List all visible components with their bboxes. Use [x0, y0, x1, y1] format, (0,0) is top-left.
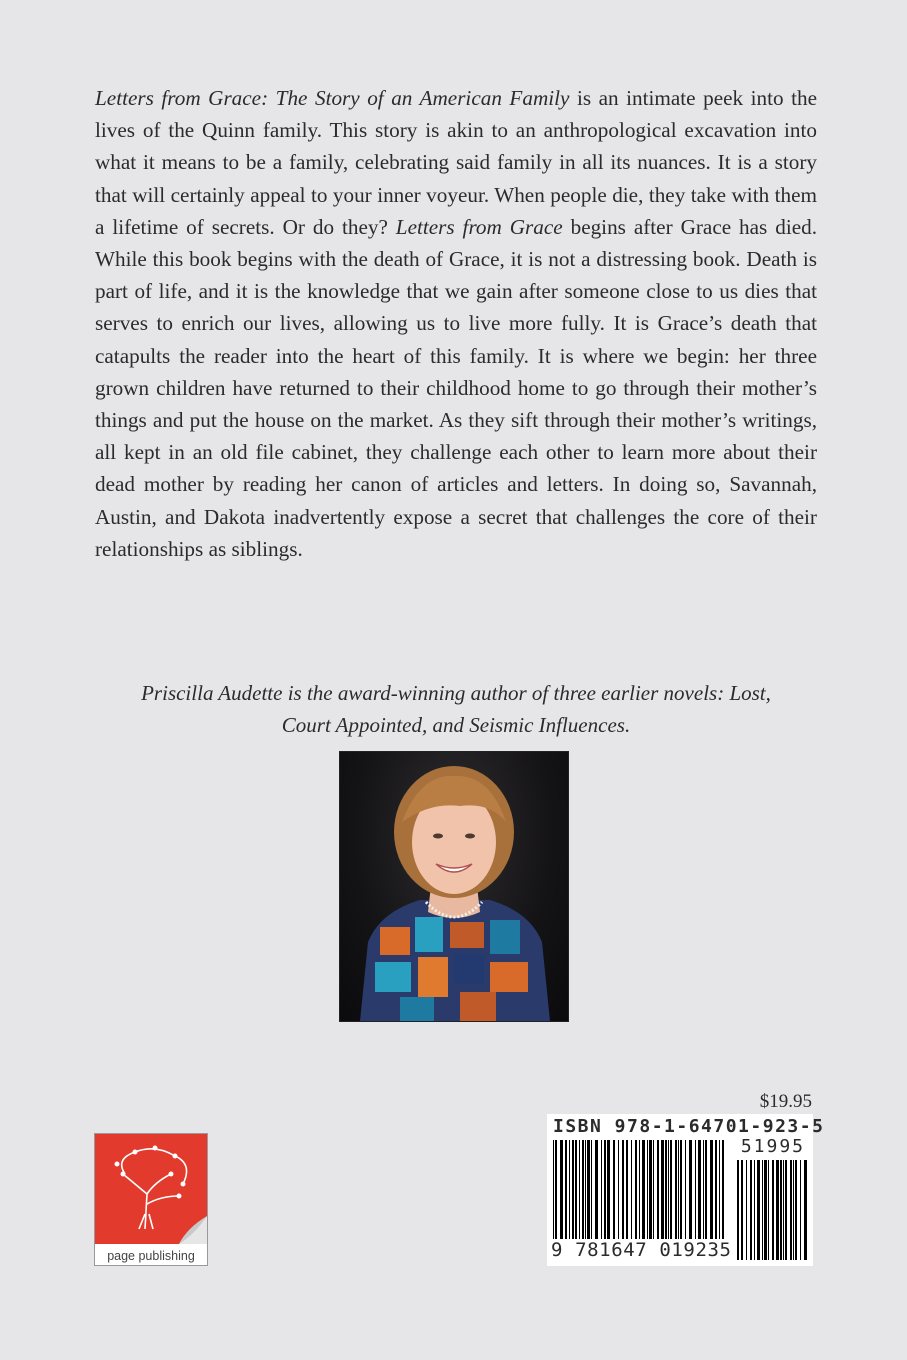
barcode-bar — [783, 1160, 784, 1260]
isbn-label: ISBN 978-1-64701-923-5 — [553, 1116, 825, 1137]
barcode-bar — [764, 1160, 767, 1260]
barcode-bar — [737, 1160, 739, 1260]
barcode-bar — [757, 1160, 760, 1260]
barcode-bar — [795, 1160, 797, 1260]
author-photo — [339, 751, 569, 1022]
book-title-short-italic: Letters from Grace — [395, 214, 563, 239]
author-bio-line1: Priscilla Audette is the award-winning author of three earlier novels: Lost, — [141, 681, 771, 705]
publisher-name: page publishing — [107, 1249, 195, 1263]
book-title-italic: Letters from Grace: The Story of an American Family — [95, 86, 570, 110]
author-bio — [95, 677, 817, 741]
price-code: 51995 — [740, 1136, 805, 1157]
barcode-bar — [790, 1160, 792, 1260]
barcode-bar — [772, 1160, 774, 1260]
barcode-bar — [750, 1160, 752, 1260]
barcode-bar — [780, 1160, 782, 1260]
barcode-bar — [741, 1160, 743, 1260]
barcode-bar — [804, 1160, 807, 1260]
back-cover-blurb — [95, 82, 817, 565]
isbn-barcode — [547, 1114, 825, 1266]
price: $19.95 — [759, 1091, 812, 1112]
barcode-bar — [746, 1160, 747, 1260]
barcode-bar — [754, 1160, 755, 1260]
barcode-bar — [776, 1160, 779, 1260]
barcode-bar — [762, 1160, 763, 1260]
blurb-text-part2: begins after Grace has died. While this book begins with the death of Grace, it is not a distressing book. Death is part of life, and it is the knowledge that we gain after someone close to us dies that serves to enrich our lives, allowing us to live more fully. It is Grace’s death that catapults the reader into the heart of this family. It is where we begin: her three grown children have returned to their childhood home to go through their mother’s things and put the house on the market. As they sift through their mother’s writings, all kept in an old file cabinet, they challenge each other to learn more about their dead mother by reading her canon of articles and letters. In doing so, Savannah, Austin, and Dakota inadvertently expose a secret that challenges the core of their relationships as siblings. — [95, 214, 817, 561]
barcode-bar — [800, 1160, 801, 1260]
author-bio-line2: Court Appointed, and Seismic Influences. — [281, 713, 631, 737]
barcode-bar — [768, 1160, 769, 1260]
barcode-bar — [793, 1160, 794, 1260]
blurb-text-part1: is an intimate peek into the lives of the Quinn family. This story is akin to an anthropological excavation into what it means to be a family, celebrating said family in all its nuances. It is a story that will certainly appeal to your inner voyeur. When people die, they take with them a lifetime of secrets. Or do they? — [95, 86, 817, 239]
barcode-bar — [785, 1160, 787, 1260]
tree-logo-icon — [95, 1134, 207, 1244]
publisher-logo — [94, 1133, 208, 1266]
ean-digits: 9 781647 019235 — [551, 1239, 732, 1261]
